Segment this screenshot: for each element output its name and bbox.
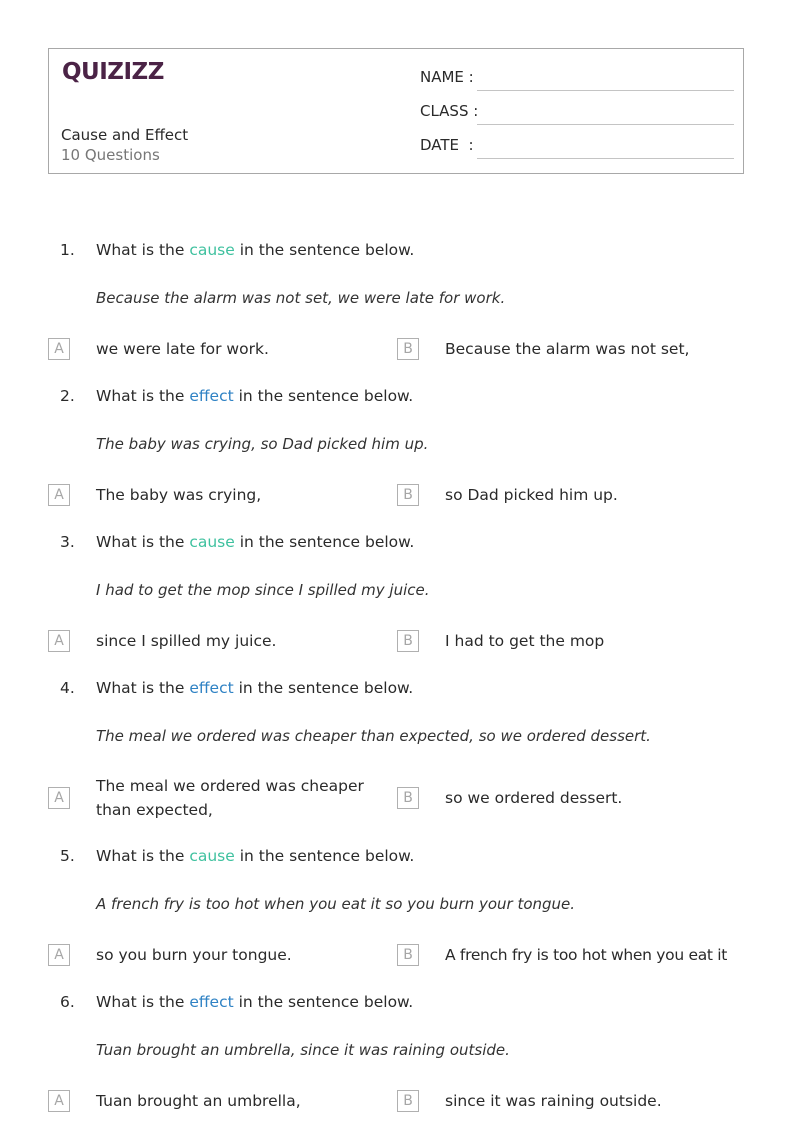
name-label: NAME :: [420, 68, 474, 86]
option-b-box[interactable]: B: [397, 338, 419, 360]
option-b-text[interactable]: so Dad picked him up.: [445, 486, 618, 504]
question-sentence: The baby was crying, so Dad picked him up.: [96, 435, 429, 453]
name-line[interactable]: [477, 90, 734, 91]
class-label: CLASS :: [420, 102, 479, 120]
option-b-text[interactable]: Because the alarm was not set,: [445, 340, 690, 358]
question-number: 2.: [60, 387, 75, 405]
option-b-box[interactable]: B: [397, 630, 419, 652]
option-b-box[interactable]: B: [397, 484, 419, 506]
keyword-effect: effect: [189, 679, 234, 697]
option-a-box[interactable]: A: [48, 484, 70, 506]
option-b-text[interactable]: so we ordered dessert.: [445, 789, 623, 807]
option-a-text[interactable]: The baby was crying,: [96, 486, 262, 504]
question-number: 6.: [60, 993, 75, 1011]
keyword-cause: cause: [189, 533, 235, 551]
question-sentence: Because the alarm was not set, we were late for work.: [96, 289, 506, 307]
question-prompt: What is the effect in the sentence below.: [96, 993, 414, 1011]
option-b-box[interactable]: B: [397, 787, 419, 809]
option-a-text[interactable]: since I spilled my juice.: [96, 632, 277, 650]
question-number: 5.: [60, 847, 75, 865]
option-a-box[interactable]: A: [48, 338, 70, 360]
keyword-cause: cause: [189, 241, 235, 259]
keyword-cause: cause: [189, 847, 235, 865]
class-line[interactable]: [477, 124, 734, 125]
question-sentence: Tuan brought an umbrella, since it was raining outside.: [96, 1041, 510, 1059]
keyword-effect: effect: [189, 387, 234, 405]
date-field[interactable]: [420, 136, 734, 160]
option-b-box[interactable]: B: [397, 944, 419, 966]
option-b-box[interactable]: B: [397, 1090, 419, 1112]
keyword-effect: effect: [189, 993, 234, 1011]
worksheet-title: Cause and Effect: [61, 126, 189, 144]
question-number: 3.: [60, 533, 75, 551]
option-a-text[interactable]: so you burn your tongue.: [96, 946, 292, 964]
quizizz-logo: QUIZIZZ: [62, 59, 164, 85]
question-prompt: What is the cause in the sentence below.: [96, 241, 415, 259]
question-sentence: A french fry is too hot when you eat it so you burn your tongue.: [96, 895, 576, 913]
question-prompt: What is the cause in the sentence below.: [96, 847, 415, 865]
class-field[interactable]: [420, 102, 734, 126]
option-a-text[interactable]: Tuan brought an umbrella,: [96, 1092, 301, 1110]
option-a-box[interactable]: A: [48, 1090, 70, 1112]
option-a-text[interactable]: The meal we ordered was cheaper than expected,: [96, 777, 364, 819]
question-count: 10 Questions: [61, 146, 160, 164]
option-a-box[interactable]: A: [48, 944, 70, 966]
question-sentence: I had to get the mop since I spilled my juice.: [96, 581, 430, 599]
option-b-text[interactable]: I had to get the mop: [445, 632, 605, 650]
question-number: 4.: [60, 679, 75, 697]
date-label: DATE :: [420, 136, 474, 154]
option-b-text[interactable]: A french fry is too hot when you eat it: [445, 946, 728, 964]
option-a-box[interactable]: A: [48, 787, 70, 809]
worksheet-header: [48, 48, 744, 174]
option-b-text[interactable]: since it was raining outside.: [445, 1092, 662, 1110]
question-prompt: What is the effect in the sentence below.: [96, 679, 414, 697]
question-number: 1.: [60, 241, 75, 259]
name-field[interactable]: [420, 68, 734, 92]
question-sentence: The meal we ordered was cheaper than expected, so we ordered dessert.: [96, 727, 651, 745]
question-prompt: What is the cause in the sentence below.: [96, 533, 415, 551]
option-a-text[interactable]: we were late for work.: [96, 340, 269, 358]
question-prompt: What is the effect in the sentence below.: [96, 387, 414, 405]
option-a-box[interactable]: A: [48, 630, 70, 652]
date-line[interactable]: [477, 158, 734, 159]
